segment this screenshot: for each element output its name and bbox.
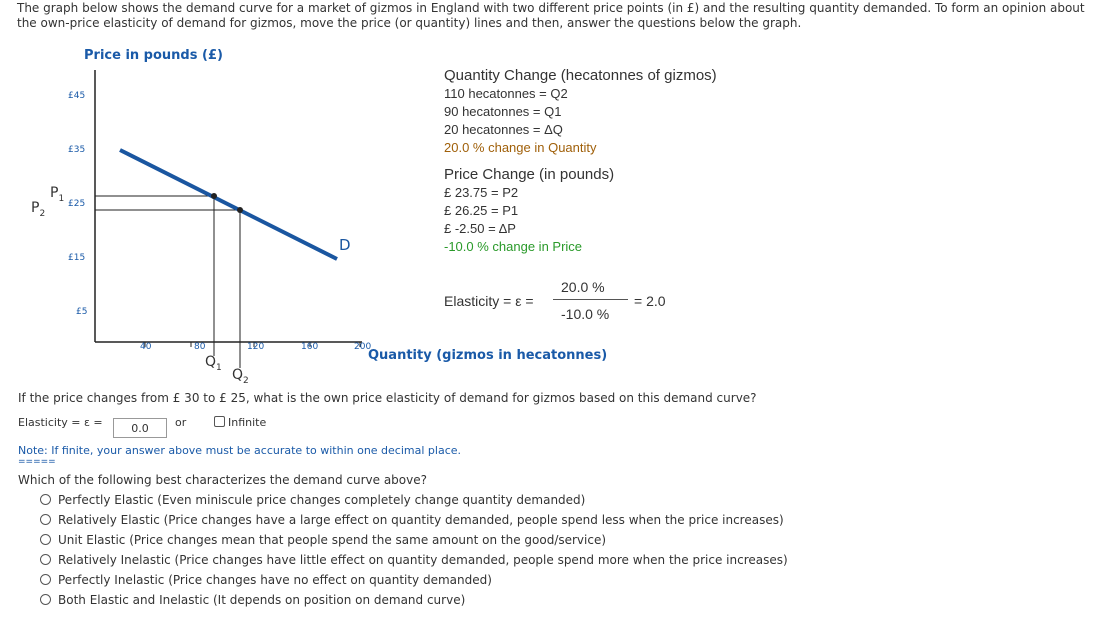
quantity-axis-title: Quantity (gizmos in hecatonnes) — [368, 348, 608, 363]
y-tick-label: £45 — [68, 91, 86, 101]
y-tick-label: £35 — [68, 145, 86, 155]
infinite-label: Infinite — [228, 416, 267, 429]
option-label: Both Elastic and Inelastic (It depends on position on demand curve) — [58, 593, 466, 607]
option-both[interactable] — [40, 593, 465, 607]
quantity-change-title: Quantity Change (hecatonnes of gizmos) — [444, 67, 717, 84]
elasticity-numerator: 20.0 % — [561, 279, 605, 295]
elasticity-result: = 2.0 — [634, 293, 666, 309]
demand-curve-label: D — [339, 236, 351, 254]
option-unit-elastic[interactable] — [40, 533, 606, 547]
price-pct-change: -10.0 % change in Price — [444, 239, 583, 254]
p1-label: $P_1$ — [50, 185, 65, 204]
demand-graph — [0, 0, 440, 395]
p1-value: £ 26.25 = P1 — [444, 203, 519, 218]
q2-value: 110 hecatonnes = Q2 — [444, 86, 568, 101]
y-tick-label: £25 — [68, 199, 86, 209]
point-p1-q1[interactable] — [211, 193, 217, 199]
separator-text: ===== — [18, 457, 56, 467]
elasticity-answer-input[interactable]: 0.0 — [113, 418, 167, 438]
price-axis-title: Price in pounds (£) — [84, 48, 223, 63]
radio-icon[interactable] — [40, 534, 51, 545]
x-tick-label: 200 — [354, 342, 372, 352]
checkbox-icon[interactable] — [214, 416, 225, 427]
q2-label: $Q_2$ — [232, 367, 249, 386]
delta-q-value: 20 hecatonnes = ΔQ — [444, 122, 563, 137]
option-label: Relatively Elastic (Price changes have a large effect on quantity demanded, people spend less when the price increases) — [58, 513, 784, 527]
delta-p-value: £ -2.50 = ΔP — [444, 221, 516, 236]
y-tick-label: £15 — [68, 253, 86, 263]
infinite-checkbox[interactable] — [214, 416, 266, 429]
p2-value: £ 23.75 = P2 — [444, 185, 519, 200]
x-tick-label: 120 — [247, 342, 265, 352]
instructions-text: The graph below shows the demand curve for a market of gizmos in England with two different price points (in £) and the resulting quantity demanded. To form an opinion about the own-price elasticity of demand for gizmos, move the price (or quantity) lines and then, answer the questions below the graph. — [17, 1, 1085, 30]
point-p2-q2[interactable] — [237, 207, 243, 213]
elasticity-answer-label: Elasticity = ε = — [18, 416, 103, 429]
radio-icon[interactable] — [40, 494, 51, 505]
option-relatively-elastic[interactable] — [40, 513, 784, 527]
x-tick-label: 80 — [194, 342, 206, 352]
q1-label: $Q_1$ — [205, 354, 222, 373]
option-perfectly-elastic[interactable] — [40, 493, 585, 507]
x-tick-label: 160 — [301, 342, 319, 352]
option-label: Perfectly Elastic (Even miniscule price changes completely change quantity demanded) — [58, 493, 586, 507]
option-label: Perfectly Inelastic (Price changes have no effect on quantity demanded) — [58, 573, 492, 587]
note-text: Note: If finite, your answer above must be accurate to within one decimal place. — [18, 444, 462, 457]
radio-icon[interactable] — [40, 554, 51, 565]
price-change-title: Price Change (in pounds) — [444, 166, 615, 183]
q1-value: 90 hecatonnes = Q1 — [444, 104, 562, 119]
question1-text: If the price changes from £ 30 to £ 25, what is the own price elasticity of demand for gizmos based on this demand curve? — [18, 391, 757, 405]
y-tick-label: £5 — [76, 307, 88, 317]
quantity-pct-change: 20.0 % change in Quantity — [444, 140, 597, 155]
p2-label: $P_2$ — [31, 200, 46, 219]
quantity-change-panel — [444, 67, 717, 157]
radio-icon[interactable] — [40, 514, 51, 525]
demand-curve — [120, 150, 337, 259]
x-tick-label: 40 — [140, 342, 152, 352]
radio-icon[interactable] — [40, 594, 51, 605]
option-relatively-inelastic[interactable] — [40, 553, 788, 567]
price-change-panel — [444, 166, 614, 256]
radio-icon[interactable] — [40, 574, 51, 585]
fraction-bar — [553, 299, 628, 300]
option-label: Unit Elastic (Price changes mean that people spend the same amount on the good/service) — [58, 533, 607, 547]
question2-text: Which of the following best characterizes the demand curve above? — [18, 473, 427, 487]
option-perfectly-inelastic[interactable] — [40, 573, 492, 587]
elasticity-label: Elasticity = ε = — [444, 293, 534, 309]
elasticity-denominator: -10.0 % — [561, 306, 610, 322]
or-text: or — [175, 416, 187, 429]
option-label: Relatively Inelastic (Price changes have little effect on quantity demanded, people spend more when the price increases) — [58, 553, 788, 567]
